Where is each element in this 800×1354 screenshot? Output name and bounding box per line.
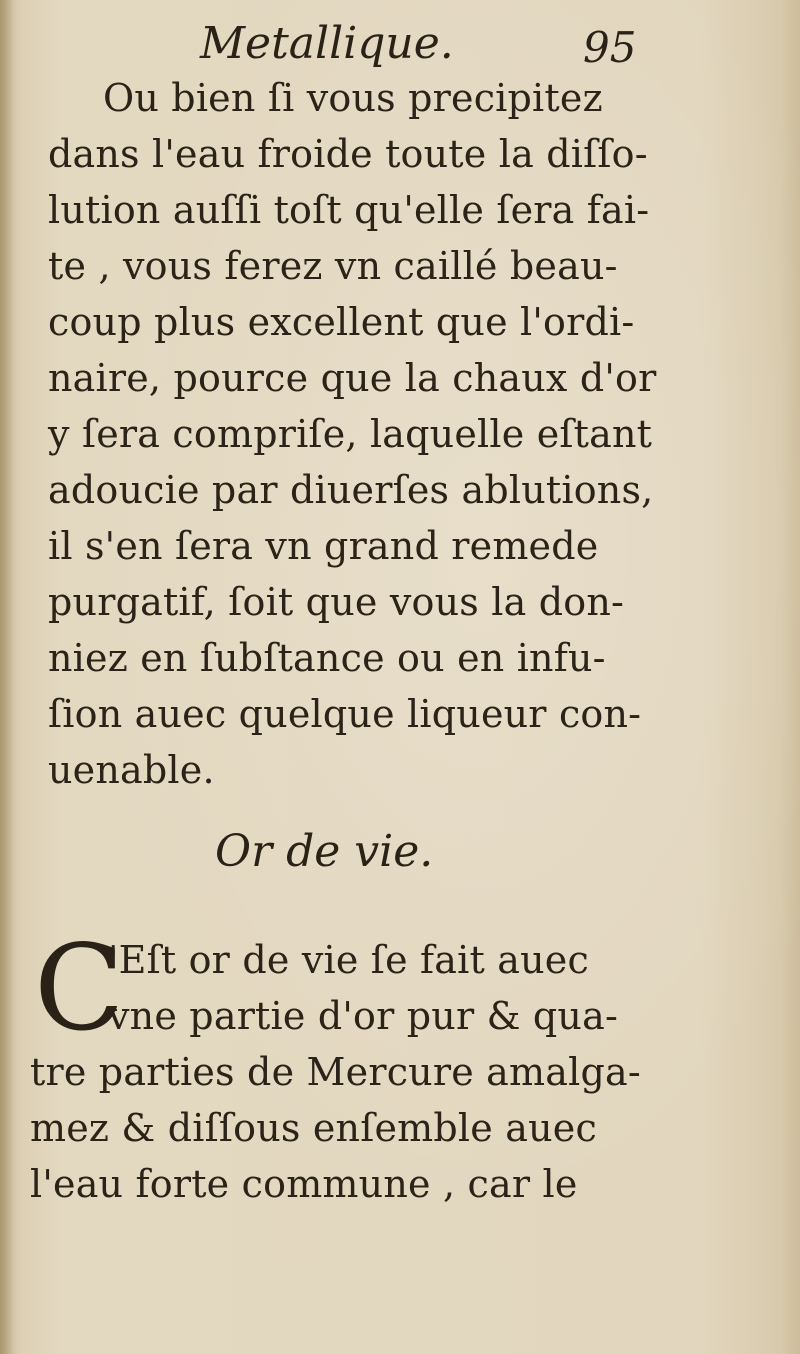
text-line: naire, pource que la chaux d'or (48, 356, 657, 400)
section-heading: Or de vie. (215, 826, 434, 877)
text-line: ſion auec quelque liqueur con- (48, 692, 642, 736)
running-head: Metallique. (200, 18, 454, 69)
page-number: 95 (583, 23, 637, 72)
text-line: coup plus excellent que l'ordi- (48, 300, 635, 344)
text-line: dans l'eau froide toute la diſſo- (48, 132, 648, 176)
text-line: lution auſſi toſt qu'elle ſera fai- (48, 188, 650, 232)
drop-cap: C (34, 919, 125, 1057)
text-line: tre parties de Mercure amalga- (30, 1050, 641, 1094)
text-line: mez & diſſous enſemble auec (30, 1106, 597, 1150)
text-line: adoucie par diuerſes ablutions, (48, 468, 654, 512)
text-line: niez en ſubſtance ou en infu- (48, 636, 606, 680)
page-gutter-shadow (0, 0, 14, 1354)
text-line: y ſera compriſe, laquelle eſtant (48, 412, 653, 456)
paragraph-2 (30, 919, 650, 1212)
paragraph-1 (48, 70, 657, 798)
text-line: te , vous ferez vn caillé beau- (48, 244, 618, 288)
text-line: 'Eſt or de vie ſe fait auec (108, 938, 589, 982)
text-line: l'eau forte commune , car le (30, 1162, 578, 1206)
text-line: vne partie d'or pur & qua- (108, 994, 618, 1038)
text-line: purgatif, ſoit que vous la don- (48, 580, 625, 624)
text-line: uenable. (48, 748, 215, 792)
text-line: il s'en ſera vn grand remede (48, 524, 599, 568)
text-line: Ou bien ſi vous precipitez (103, 76, 603, 120)
